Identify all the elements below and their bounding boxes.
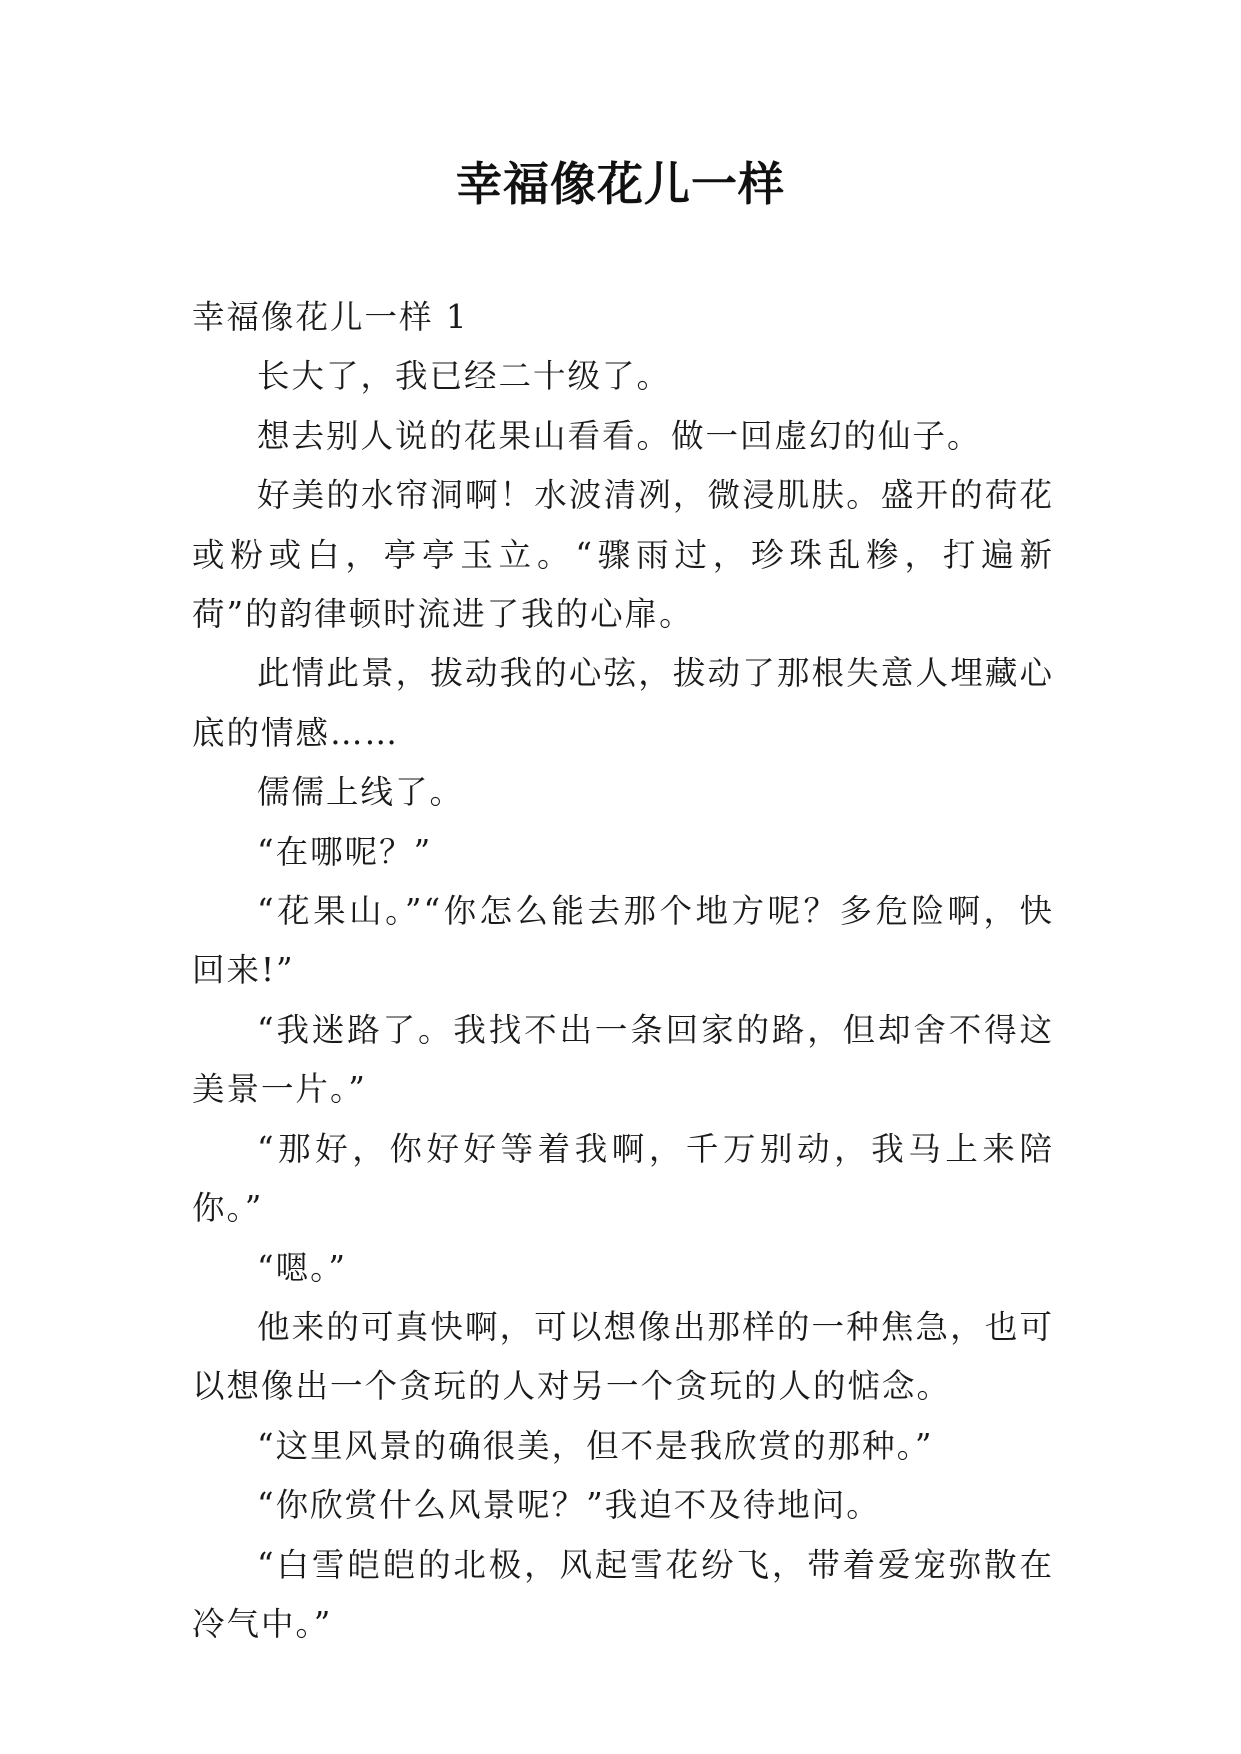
paragraph: “我迷路了。我找不出一条回家的路，但却舍不得这美景一片。” xyxy=(192,1010,1054,1109)
document-title: 幸福像花儿一样 xyxy=(456,157,785,211)
paragraph: “这里风景的确很美，但不是我欣赏的那种。” xyxy=(257,1426,934,1465)
paragraph: 长大了，我已经二十级了。 xyxy=(257,357,672,396)
paragraph: “在哪呢？” xyxy=(257,832,433,871)
paragraph: 想去别人说的花果山看看。做一回虚幻的仙子。 xyxy=(257,416,982,455)
paragraph: 好美的水帘洞啊！水波清冽，微浸肌肤。盛开的荷花或粉或白，亭亭玉立。“骤雨过，珍珠乱糁，打遍新荷”的韵律顿时流进了我的心扉。 xyxy=(192,476,1054,634)
paragraph: “你欣赏什么风景呢？”我迫不及待地问。 xyxy=(257,1486,881,1525)
paragraph: 此情此景，拔动我的心弦，拔动了那根失意人埋藏心底的情感…… xyxy=(192,654,1054,752)
paragraph: 他来的可真快啊，可以想像出那样的一种焦急，也可以想像出一个贪玩的人对另一个贪玩的人的惦念。 xyxy=(192,1307,1054,1406)
paragraph: “花果山。”“你怎么能去那个地方呢？多危险啊，快回来!” xyxy=(192,892,1054,990)
section-heading: 幸福像花儿一样 1 xyxy=(192,298,469,336)
paragraph: 儒儒上线了。 xyxy=(257,773,465,812)
paragraph: “那好，你好好等着我啊，千万别动，我马上来陪你。” xyxy=(192,1129,1054,1228)
paragraph: “嗯。” xyxy=(257,1248,347,1287)
document-body xyxy=(192,288,1054,1654)
paragraph: “白雪皑皑的北极，风起雪花纷飞，带着爱宠弥散在冷气中。” xyxy=(192,1545,1054,1643)
